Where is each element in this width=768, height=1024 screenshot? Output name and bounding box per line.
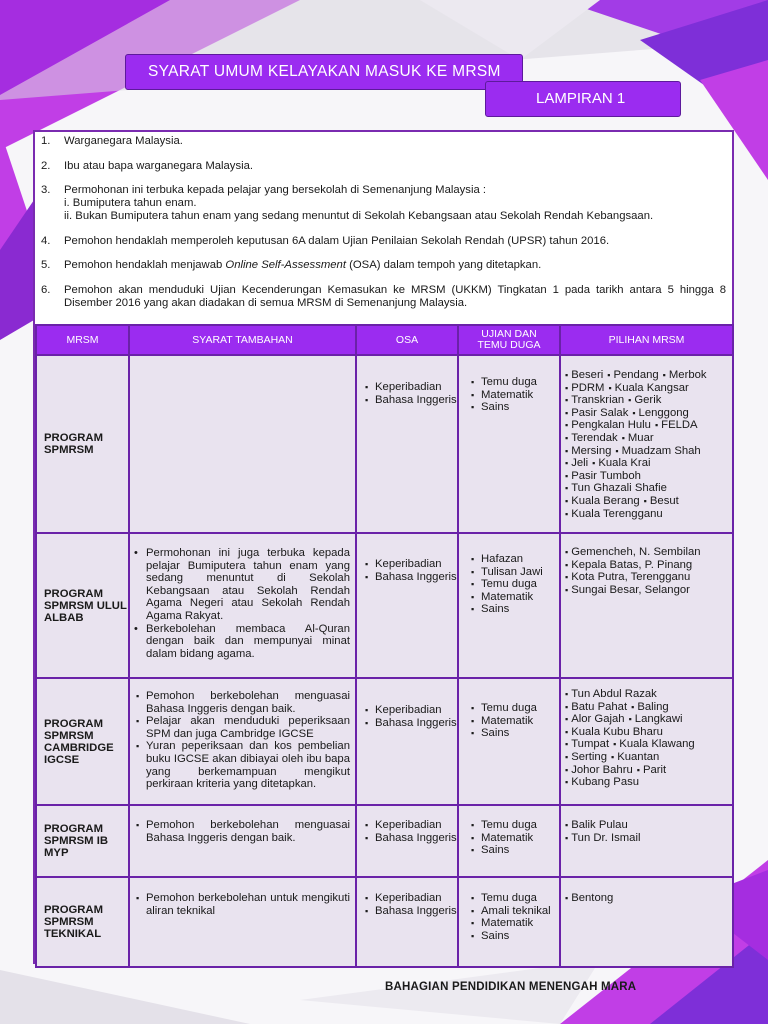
osa-cell: ▪ Keperibadian ▪ Bahasa Inggeris: [356, 355, 458, 533]
program-name: PROGRAM SPMRSM TEKNIKAL: [36, 877, 129, 967]
list-item: ▪ Transkrian▪ Gerik: [565, 394, 732, 407]
ujian-cell: ▪ Temu duga ▪ Matematik ▪ Sains: [458, 355, 560, 533]
list-item: ▪ Balik Pulau: [565, 819, 732, 832]
pilihan-cell: [560, 805, 733, 877]
syarat-cell: ▪ Pemohon berkebolehan menguasai Bahasa Inggeris dengan baik. ▪ Pelajar akan menduduki peperiksaan SPM dan juga Cambridge IGCSE ▪ Yuran peperiksaan dan kos pembelian buku IGCSE akan dibiayai oleh ibu bapa yang berkemampuan mengikut perkiraan kriteria yang ditetapkan.: [129, 678, 356, 805]
list-item: ▪ Kota Putra, Terengganu: [565, 571, 732, 584]
list-item: ▪ Kuala Berang▪ Besut: [565, 495, 732, 508]
ujian-cell: ▪ Temu duga ▪ Matematik ▪ Sains: [458, 678, 560, 805]
list-item: ▪ Tun Dr. Ismail: [565, 832, 732, 845]
program-name: PROGRAM SPMRSM IB MYP: [36, 805, 129, 877]
list-item: ▪ Jeli▪ Kuala Krai: [565, 457, 732, 470]
syarat-cell: [129, 355, 356, 533]
list-item: ▪ Kubang Pasu: [565, 776, 732, 789]
pilihan-cell: [560, 533, 733, 678]
list-item: ▪ PDRM▪ Kuala Kangsar: [565, 382, 732, 395]
list-item: ▪ Sungai Besar, Selangor: [565, 584, 732, 597]
col-header-pilihan: PILIHAN MRSM: [560, 325, 733, 355]
list-item: ▪ Tumpat▪ Kuala Klawang: [565, 738, 732, 751]
list-item: ▪ Beseri▪ Pendang▪ Merbok: [565, 369, 732, 382]
program-name: PROGRAM SPMRSM: [36, 355, 129, 533]
requirements-card: [33, 130, 734, 964]
col-header-osa: OSA: [356, 325, 458, 355]
list-item: ▪ Pasir Tumboh: [565, 470, 732, 483]
pilihan-cell: [560, 355, 733, 533]
osa-cell: ▪ Keperibadian ▪ Bahasa Inggeris: [356, 678, 458, 805]
page-title: SYARAT UMUM KELAYAKAN MASUK KE MRSM: [125, 54, 523, 90]
list-item: ▪ Alor Gajah▪ Langkawi: [565, 713, 732, 726]
lampiran-label: LAMPIRAN 1: [485, 81, 681, 117]
ujian-cell: ▪ Temu duga ▪ Matematik ▪ Sains: [458, 805, 560, 877]
list-item: ▪ Johor Bahru▪ Parit: [565, 764, 732, 777]
list-item: ▪ Kepala Batas, P. Pinang: [565, 559, 732, 572]
syarat-cell: ▪ Pemohon berkebolehan menguasai Bahasa Inggeris dengan baik.: [129, 805, 356, 877]
footer-organization: BAHAGIAN PENDIDIKAN MENENGAH MARA: [385, 981, 637, 993]
list-item: ▪ Tun Abdul Razak: [565, 688, 732, 701]
pilihan-cell: [560, 678, 733, 805]
syarat-cell: ▪ Pemohon berkebolehan untuk mengikuti aliran teknikal: [129, 877, 356, 967]
table-row: [36, 533, 733, 678]
list-item: ▪ Batu Pahat▪ Baling: [565, 701, 732, 714]
ujian-cell: ▪ Temu duga ▪ Amali teknikal ▪ Matematik ▪ Sains: [458, 877, 560, 967]
program-name: PROGRAM SPMRSM ULUL ALBAB: [36, 533, 129, 678]
table-row: [36, 877, 733, 967]
table-row: [36, 355, 733, 533]
osa-cell: ▪ Keperibadian ▪ Bahasa Inggeris: [356, 877, 458, 967]
table-header-row: [36, 325, 733, 355]
col-header-ujian: UJIAN DAN TEMU DUGA: [458, 325, 560, 355]
osa-cell: ▪ Keperibadian ▪ Bahasa Inggeris: [356, 805, 458, 877]
list-item: ▪ Kuala Kubu Bharu: [565, 726, 732, 739]
list-item: ▪ Tun Ghazali Shafie: [565, 482, 732, 495]
osa-cell: ▪ Keperibadian ▪ Bahasa Inggeris: [356, 533, 458, 678]
table-row: [36, 805, 733, 877]
general-requirements: 1. Warganegara Malaysia. 2. Ibu atau bapa warganegara Malaysia. 3. Permohonan ini terbuka kepada pelajar yang bersekolah di Semenanjung Malaysia : i. Bumiputera tahun enam. ii. Bukan Bumiputera tahun enam yang sedang menuntut di Sekolah Kebangsaan atau Sekolah Rendah Kebangsaan. 4. Pemohon hendaklah memperoleh keputusan 6A dalam Ujian Penilaian Sekolah Rendah (UPSR) tahun 2016. 5. Pemohon hendaklah menjawab Online Self-Assessment (OSA) dalam tempoh yang ditetapkan. 6. Pemohon akan menduduki Ujian Kecenderungan Kemasukan ke MRSM (UKKM) Tingkatan 1 pada tarikh antara 5 hingga 8 Disember 2016 yang akan diadakan di semua MRSM di Semenanjung Malaysia.: [41, 135, 726, 309]
col-header-syarat: SYARAT TAMBAHAN: [129, 325, 356, 355]
list-item: ▪ Serting▪ Kuantan: [565, 751, 732, 764]
list-item: ▪ Pasir Salak▪ Lenggong: [565, 407, 732, 420]
list-item: ▪ Kuala Terengganu: [565, 508, 732, 521]
list-item: ▪ Mersing▪ Muadzam Shah: [565, 445, 732, 458]
syarat-cell: • Permohonan ini juga terbuka kepada pelajar Bumiputera tahun enam yang sedang menuntut di Sekolah Kebangsaan atau Sekolah Rendah Agama Negeri atau Sekolah Rendah Agama Rakyat. • Berkebolehan membaca Al-Quran dengan baik dan mempunyai minat dalam bidang agama.: [129, 533, 356, 678]
program-table: [35, 324, 734, 968]
list-item: ▪ Bentong: [565, 892, 732, 905]
table-row: [36, 678, 733, 805]
list-item: ▪ Terendak▪ Muar: [565, 432, 732, 445]
col-header-mrsm: MRSM: [36, 325, 129, 355]
pilihan-cell: [560, 877, 733, 967]
list-item: ▪ Pengkalan Hulu▪ FELDA: [565, 419, 732, 432]
ujian-cell: ▪ Hafazan ▪ Tulisan Jawi ▪ Temu duga ▪ Matematik ▪ Sains: [458, 533, 560, 678]
list-item: ▪ Gemencheh, N. Sembilan: [565, 546, 732, 559]
program-name: PROGRAM SPMRSM CAMBRIDGE IGCSE: [36, 678, 129, 805]
